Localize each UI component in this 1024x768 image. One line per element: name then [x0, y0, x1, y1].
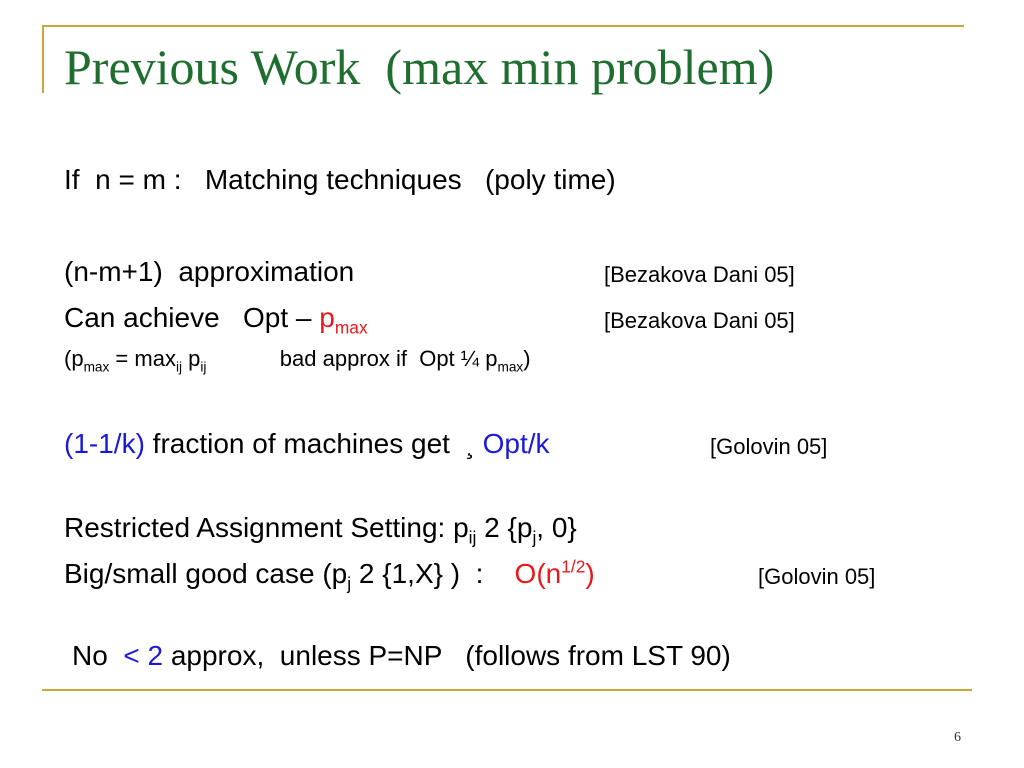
- line-approximation: (n-m+1) approximation: [64, 256, 355, 287]
- line-matching: If n = m : Matching techniques (poly time): [64, 164, 616, 195]
- fraction-term: (1-1/k): [64, 428, 145, 459]
- line-no-approx: No < 2 approx, unless P=NP (follows from LST 90): [72, 640, 731, 671]
- line-fraction-machines: (1-1/k) fraction of machines get ¸ Opt/k: [64, 428, 550, 459]
- less-than-two: < 2: [123, 640, 164, 671]
- frame-vertical-rule: [42, 25, 44, 93]
- frame-top-rule: [42, 25, 964, 27]
- citation-golovin-1: [Golovin 05]: [710, 434, 828, 459]
- line-restricted-assignment: Restricted Assignment Setting: $p_{ij}$ 2 {$p_j$, 0}: [64, 512, 577, 548]
- opt-over-k: Opt/k: [482, 428, 550, 459]
- citation-bezakova-2: [Bezakova Dani 05]: [604, 308, 795, 333]
- text: Can achieve Opt –: [64, 302, 320, 333]
- citation-bezakova-1: [Bezakova Dani 05]: [604, 262, 795, 287]
- o-sqrt-n: $O(n^{1/2})$: [514, 556, 595, 589]
- frame-bottom-rule: [42, 689, 972, 691]
- line-pmax-definition: ($p_{max} = \max_{ij} p_{ij}$ bad approx if Opt ¼ $p_{max}$): [64, 346, 531, 375]
- line-can-achieve: [64, 302, 368, 338]
- p-max: $p_{max}$: [319, 302, 368, 338]
- page-number: 6: [954, 730, 961, 745]
- citation-golovin-2: [Golovin 05]: [758, 564, 876, 589]
- slide-title: Previous Work (max min problem): [64, 39, 775, 95]
- line-big-small: Big/small good case ($p_j$ 2 {1,X} ) : $O(n^{1/2})$: [64, 556, 595, 594]
